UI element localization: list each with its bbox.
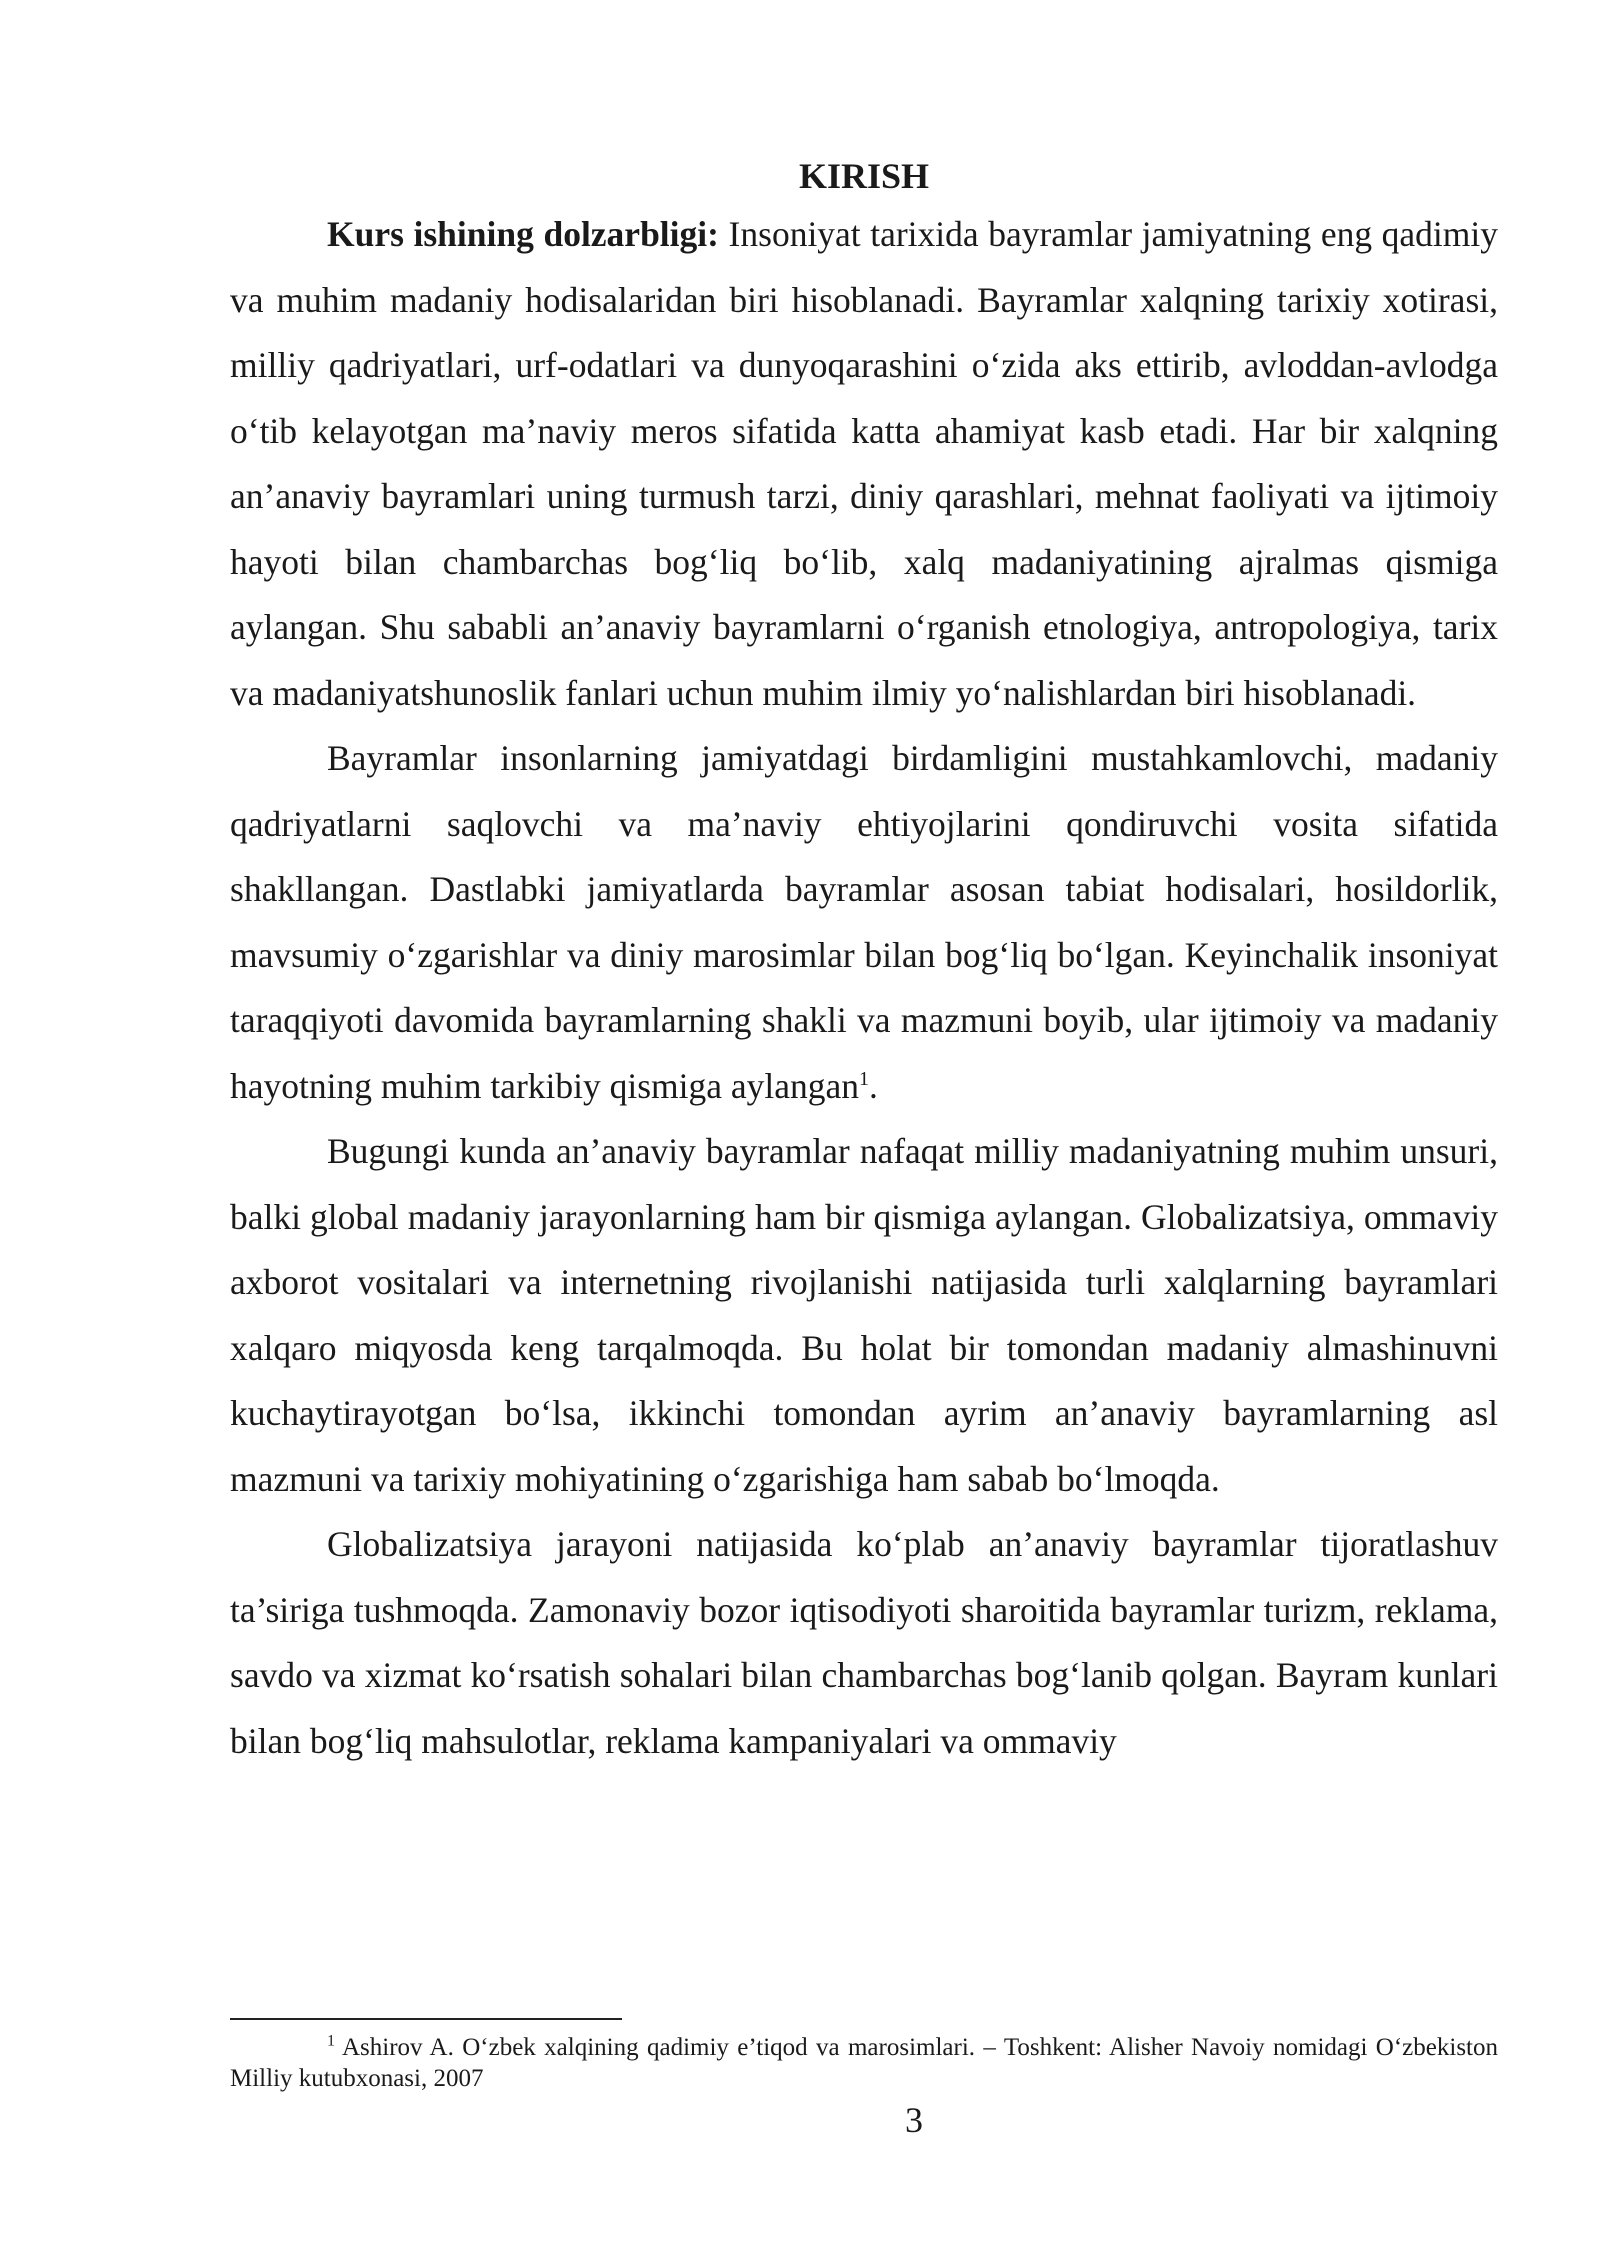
- page-title: KIRISH: [798, 156, 930, 196]
- footnote-separator: [230, 2018, 622, 2020]
- paragraph-relevance: [230, 202, 1498, 726]
- page-number: 3: [905, 2100, 923, 2140]
- paragraph-tail: .: [869, 1065, 878, 1106]
- paragraph-text: Bayramlar insonlarning jamiyatdagi birdamligini mustahkamlovchi, madaniy qadriyatlarni saqlovchi va ma’naviy ehtiyojlarini qondiruvchi vosita sifatida shakllangan. Dastlabki jamiyatlarda bayramlar asosan tabiat hodisalari, hosildorlik, mavsumiy o‘zgarishlar va diniy marosimlar bilan bog‘liq bo‘lgan. Keyinchalik insoniyat taraqqiyoti davomida bayramlarning shakli va mazmuni boyib, ular ijtimoiy va madaniy hayotning muhim tarkibiy qismiga aylangan: [230, 738, 1498, 1106]
- paragraph-globalization: [230, 1119, 1498, 1512]
- paragraph-holidays-origin: [230, 726, 1498, 1119]
- paragraph-text: Globalizatsiya jarayoni natijasida ko‘plab an’anaviy bayramlar tijoratlashuv ta’siriga tushmoqda. Zamonaviy bozor iqtisodiyoti sharoitida bayramlar turizm, reklama, savdo va xizmat ko‘rsatish sohalari bilan chambarchas bog‘lanib qolgan. Bayram kunlari bilan bog‘liq mahsulotlar, reklama kampaniyalari va ommaviy: [230, 1524, 1498, 1761]
- footnote: [230, 2032, 1498, 2094]
- paragraph-text: Insoniyat tarixida bayramlar jamiyatning eng qadimiy va muhim madaniy hodisalaridan biri hisoblanadi. Bayramlar xalqning tarixiy xotirasi, milliy qadriyatlari, urf-odatlari va dunyoqarashini o‘zida aks ettirib, avloddan-avlodga o‘tib kelayotgan ma’naviy meros sifatida katta ahamiyat kasb etadi. Har bir xalqning an’anaviy bayramlari uning turmush tarzi, diniy qarashlari, mehnat faoliyati va ijtimoiy hayoti bilan chambarchas bog‘liq bo‘lib, xalq madaniyatining ajralmas qismiga aylangan. Shu sababli an’anaviy bayramlarni o‘rganish etnologiya, antropologiya, tarix va madaniyatshunoslik fanlari uchun muhim ilmiy yo‘nalishlardan biri hisoblanadi.: [230, 214, 1498, 713]
- paragraph-text: Bugungi kunda an’anaviy bayramlar nafaqat milliy madaniyatning muhim unsuri, balki global madaniy jarayonlarning ham bir qismiga aylangan. Globalizatsiya, ommaviy axborot vositalari va internetning rivojlanishi natijasida turli xalqlarning bayramlari xalqaro miqyosda keng tarqalmoqda. Bu holat bir tomondan madaniy almashinuvni kuchaytirayotgan bo‘lsa, ikkinchi tomondan ayrim an’anaviy bayramlarning asl mazmuni va tarixiy mohiyatining o‘zgarishiga ham sabab bo‘lmoqda.: [230, 1131, 1498, 1499]
- footnote-reference[interactable]: 1: [859, 1067, 870, 1090]
- paragraph-commercialization: [230, 1512, 1498, 1774]
- footnote-text: Ashirov A. O‘zbek xalqining qadimiy e’tiqod va marosimlari. – Toshkent: Alisher Navoiy nomidagi O‘zbekiston Milliy kutubxonasi, 2007: [230, 2034, 1498, 2092]
- page-body: [230, 150, 1498, 1774]
- footnote-marker: 1: [327, 2032, 335, 2050]
- paragraph-lead: Kurs ishining dolzarbligi:: [327, 214, 719, 254]
